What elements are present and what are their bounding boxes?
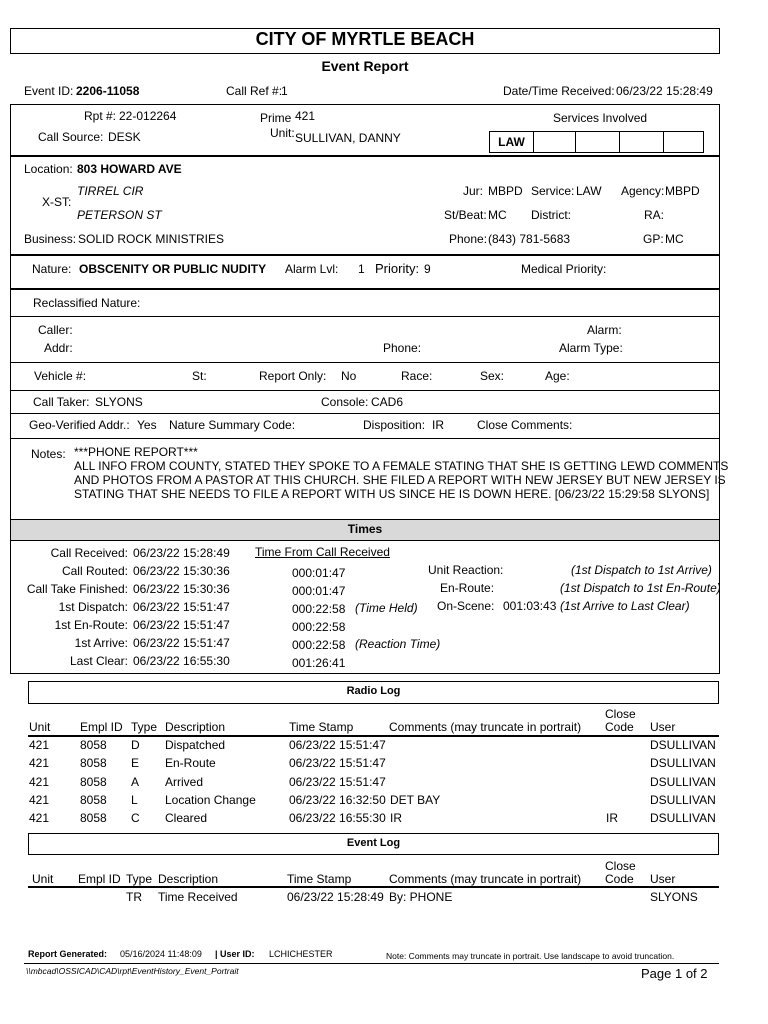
- alarm-label: Alarm:: [587, 323, 622, 337]
- gp-value: MC: [665, 232, 684, 246]
- divider: [10, 438, 720, 439]
- col-header-empl: Empl ID: [80, 720, 123, 734]
- time-value: 06/23/22 16:55:30: [133, 654, 230, 668]
- nature-label: Nature:: [32, 262, 72, 276]
- elapsed-note: (Time Held): [355, 601, 418, 615]
- col-header-unit: Unit: [32, 872, 54, 886]
- cell-user: DSULLIVAN: [650, 756, 716, 771]
- call-taker-label: Call Taker:: [33, 395, 90, 409]
- col-header-unit: Unit: [29, 720, 51, 734]
- jur-value: MBPD: [488, 184, 523, 198]
- elapsed-value: 000:22:58: [292, 620, 346, 634]
- cell-type: E: [131, 756, 140, 771]
- cell-stamp: 06/23/22 15:28:49: [287, 890, 384, 904]
- cross-street-1: TIRREL CIR: [77, 184, 144, 198]
- cell-unit: 421: [29, 811, 50, 826]
- sex-label: Sex:: [480, 369, 505, 383]
- priority-label: Priority:: [375, 261, 420, 276]
- prime-label: Prime: [260, 111, 292, 125]
- event-log-title: Event Log: [346, 837, 401, 849]
- caller-phone-label: Phone:: [383, 341, 422, 355]
- time-from-header: Time From Call Received: [255, 545, 390, 559]
- prime-value: 421: [295, 109, 316, 123]
- cell-user: DSULLIVAN: [650, 792, 716, 807]
- col-header-close: Close: [605, 859, 636, 873]
- call-source: DESK: [108, 130, 141, 144]
- elapsed-value: 000:01:47: [292, 566, 346, 580]
- location-value: 803 HOWARD AVE: [77, 162, 182, 176]
- radio-log-title: Radio Log: [346, 685, 401, 697]
- col-header-comments: Comments (may truncate in portrait): [389, 720, 582, 734]
- st-label: St:: [192, 369, 207, 383]
- page-number: Page 1 of 2: [641, 966, 708, 981]
- cell-desc: Location Change: [165, 792, 256, 807]
- cell-stamp: 06/23/22 15:51:47: [289, 756, 386, 771]
- cell-unit: 421: [29, 756, 50, 771]
- alarm-level-label: Alarm Lvl:: [285, 262, 339, 276]
- cell-user: DSULLIVAN: [650, 774, 716, 789]
- divider: [28, 735, 719, 737]
- cell-type: D: [131, 738, 140, 752]
- cell-empl: 8058: [80, 756, 107, 771]
- divider: [28, 886, 719, 888]
- jur-label: Jur:: [463, 184, 484, 198]
- divider: [10, 362, 720, 363]
- user-id-label: | User ID:: [215, 949, 255, 959]
- console-value: CAD6: [371, 395, 404, 409]
- elapsed-value: 000:22:58: [292, 638, 346, 652]
- divider: [10, 413, 720, 414]
- cell-empl: 8058: [80, 811, 107, 826]
- onscene-value: 001:03:43: [503, 599, 557, 613]
- time-label: Call Take Finished:: [26, 582, 128, 596]
- cell-type: TR: [126, 890, 142, 904]
- cell-desc: Arrived: [165, 774, 204, 789]
- report-only-label: Report Only:: [259, 369, 327, 383]
- geo-verified-label: Geo-Verified Addr.:: [29, 418, 130, 432]
- col-header-comments: Comments (may truncate in portrait): [389, 872, 582, 886]
- cell-desc: En-Route: [165, 756, 216, 771]
- divider: [10, 155, 720, 157]
- col-header-user: User: [650, 872, 676, 886]
- service-cell: [620, 132, 664, 152]
- event-id-label: Event ID:: [24, 84, 74, 98]
- divider: [24, 963, 719, 964]
- business-label: Business:: [24, 232, 77, 246]
- gp-label: GP:: [643, 232, 664, 246]
- time-value: 06/23/22 15:30:36: [133, 582, 230, 596]
- onscene-note: (1st Arrive to Last Clear): [560, 599, 690, 613]
- district-label: District:: [531, 208, 571, 222]
- medical-priority-label: Medical Priority:: [521, 262, 607, 276]
- enroute-note: (1st Dispatch to 1st En-Route): [560, 581, 721, 595]
- elapsed-note: (Reaction Time): [355, 637, 441, 651]
- time-value: 06/23/22 15:51:47: [133, 636, 230, 650]
- services-grid: [489, 131, 704, 153]
- divider: [10, 254, 720, 256]
- cell-desc: Cleared: [165, 811, 208, 826]
- col-header-type: Type: [126, 872, 153, 886]
- col-header-close: Close: [605, 707, 636, 721]
- enroute-label: En-Route:: [440, 581, 495, 595]
- report-subtitle: Event Report: [321, 58, 409, 74]
- services-title: Services Involved: [553, 111, 648, 125]
- disposition-value: IR: [432, 418, 444, 432]
- cell-stamp: 06/23/22 16:55:30: [289, 811, 386, 826]
- stbeat-value: MC: [488, 208, 507, 222]
- time-label: Last Clear:: [69, 654, 128, 668]
- service-value: LAW: [576, 184, 602, 198]
- col-header-desc: Description: [165, 720, 226, 734]
- col-header-stamp: Time Stamp: [287, 872, 352, 886]
- cell-stamp: 06/23/22 15:51:47: [289, 738, 386, 752]
- race-label: Race:: [401, 369, 433, 383]
- time-value: 06/23/22 15:51:47: [133, 600, 230, 614]
- phone-label: Phone:: [449, 232, 488, 246]
- alarm-type-label: Alarm Type:: [559, 341, 623, 355]
- cell-user: SLYONS: [650, 890, 698, 904]
- time-label: 1st Dispatch:: [58, 600, 128, 614]
- divider: [10, 288, 720, 290]
- cell-type: L: [131, 792, 138, 807]
- cell-stamp: 06/23/22 16:32:50: [289, 792, 386, 807]
- agency-value: MBPD: [665, 184, 700, 198]
- cell-unit: 421: [29, 792, 50, 807]
- cell-type: C: [131, 811, 140, 826]
- col-header-type: Type: [131, 720, 158, 734]
- report-generated-label: Report Generated:: [28, 949, 108, 959]
- time-value: 06/23/22 15:51:47: [133, 618, 230, 632]
- col-header-stamp: Time Stamp: [289, 720, 354, 734]
- xst-label: X-ST:: [42, 195, 72, 209]
- reclassified-label: Reclassified Nature:: [33, 296, 141, 310]
- report-generated-value: 05/16/2024 11:48:09: [120, 949, 202, 959]
- call-ref: 1: [281, 84, 288, 98]
- close-comments-label: Close Comments:: [477, 418, 573, 432]
- time-value: 06/23/22 15:28:49: [133, 546, 230, 560]
- notes-line: ALL INFO FROM COUNTY, STATED THEY SPOKE TO A FEMALE STATING THAT SHE IS GETTING LEWD COMMENTS: [74, 459, 729, 473]
- cell-comments: By: PHONE: [389, 890, 453, 904]
- agency-label: Agency:: [621, 184, 665, 198]
- alarm-level: 1: [358, 262, 365, 276]
- service-cell: LAW: [490, 132, 534, 152]
- service-cell: [534, 132, 576, 152]
- time-label: 1st En-Route:: [54, 618, 128, 632]
- service-cell: [576, 132, 620, 152]
- onscene-label: On-Scene:: [437, 599, 495, 613]
- unit-value: SULLIVAN, DANNY: [295, 131, 401, 145]
- service-label: Service:: [531, 184, 575, 198]
- cell-type: A: [131, 774, 140, 789]
- phone-value: (843) 781-5683: [488, 232, 571, 246]
- cell-user: DSULLIVAN: [650, 738, 716, 752]
- report-title: CITY OF MYRTLE BEACH: [255, 29, 475, 49]
- console-label: Console:: [321, 395, 369, 409]
- cell-empl: 8058: [80, 774, 107, 789]
- time-value: 06/23/22 15:30:36: [133, 564, 230, 578]
- cross-street-2: PETERSON ST: [77, 208, 162, 222]
- priority-value: 9: [424, 262, 431, 276]
- notes-label: Notes:: [31, 447, 66, 461]
- cell-empl: 8058: [80, 738, 107, 752]
- divider: [10, 316, 720, 317]
- divider: [10, 390, 720, 391]
- time-label: 1st Arrive:: [74, 636, 128, 650]
- ra-label: RA:: [644, 208, 665, 222]
- notes-line: AND PHOTOS FROM A PASTOR AT THIS CHURCH. SHE FILED A REPORT WITH NEW JERSEY BUT NEW JERSEY IS: [74, 473, 726, 487]
- caller-label: Caller:: [38, 323, 73, 337]
- cell-stamp: 06/23/22 15:51:47: [289, 774, 386, 789]
- cell-user: DSULLIVAN: [650, 811, 716, 826]
- vehicle-label: Vehicle #:: [34, 369, 87, 383]
- time-label: Call Routed:: [61, 564, 128, 578]
- cell-comments: DET BAY: [390, 792, 441, 807]
- date-received-label: Date/Time Received:: [503, 84, 615, 98]
- unit-reaction-label: Unit Reaction:: [428, 563, 504, 577]
- location-label: Location:: [24, 162, 73, 176]
- cell-unit: 421: [29, 774, 50, 789]
- cell-empl: 8058: [80, 792, 107, 807]
- elapsed-value: 000:01:47: [292, 584, 346, 598]
- notes-line: ***PHONE REPORT***: [74, 445, 198, 459]
- elapsed-value: 001:26:41: [292, 656, 346, 670]
- cell-comments: IR: [390, 811, 402, 826]
- user-id-value: LCHICHESTER: [269, 949, 333, 959]
- business-value: SOLID ROCK MINISTRIES: [78, 232, 225, 246]
- times-title: Times: [347, 522, 383, 536]
- nature-value: OBSCENITY OR PUBLIC NUDITY: [79, 262, 267, 276]
- col-header-code: Code: [605, 720, 634, 734]
- service-cell: [664, 132, 703, 152]
- cell-desc: Dispatched: [165, 738, 226, 752]
- unit-label: Unit:: [270, 126, 295, 140]
- geo-verified-value: Yes: [137, 418, 157, 432]
- col-header-user: User: [650, 720, 676, 734]
- disposition-label: Disposition:: [363, 418, 426, 432]
- truncation-note: Note: Comments may truncate in portrait. Use landscape to avoid truncation.: [386, 951, 675, 961]
- nature-summary-code-label: Nature Summary Code:: [169, 418, 296, 432]
- call-taker-value: SLYONS: [95, 395, 143, 409]
- col-header-desc: Description: [158, 872, 219, 886]
- age-label: Age:: [545, 369, 570, 383]
- cell-unit: 421: [29, 738, 50, 752]
- report-path: \\mbcad\OSSICAD\CAD\rpt\EventHistory_Event_Portrait: [26, 966, 239, 976]
- col-header-empl: Empl ID: [78, 872, 121, 886]
- time-label: Call Received:: [50, 546, 128, 560]
- cell-desc: Time Received: [158, 890, 238, 904]
- stbeat-label: St/Beat:: [444, 208, 487, 222]
- date-received: 06/23/22 15:28:49: [616, 84, 713, 98]
- call-ref-label: Call Ref #:: [226, 84, 283, 98]
- addr-label: Addr:: [44, 341, 73, 355]
- unit-reaction-note: (1st Dispatch to 1st Arrive): [571, 563, 712, 577]
- cell-close: IR: [606, 811, 618, 826]
- rpt-label: Rpt #:: [84, 109, 117, 123]
- elapsed-value: 000:22:58: [292, 602, 346, 616]
- event-id: 2206-11058: [76, 84, 140, 98]
- call-source-label: Call Source:: [38, 130, 104, 144]
- report-only-value: No: [341, 369, 357, 383]
- col-header-code: Code: [605, 872, 634, 886]
- notes-line: STATING THAT SHE NEEDS TO FILE A REPORT WITH US SINCE HE IS DOWN HERE. [06/23/22 15:29:58 SLYONS]: [74, 487, 710, 501]
- rpt-value: 22-012264: [119, 109, 177, 123]
